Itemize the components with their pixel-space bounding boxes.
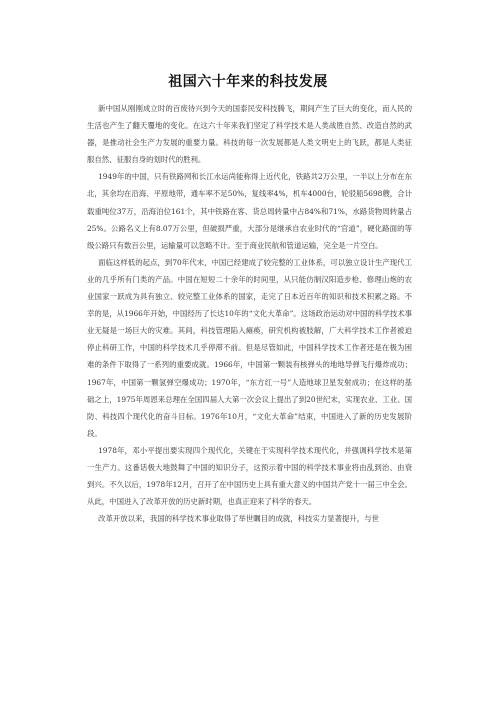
document-title: 祖国六十年来的科技发展 xyxy=(168,74,328,91)
paragraph-intro: 新中国从刚刚成立时的百废待兴到今天的国泰民安科技腾飞，期间产生了巨大的变化，而人民的生活也产生了翻天覆地的变化。在这六十年来我们坚定了科学技术是人类战胜自然、改造自然的武器，是推动社会生产力发展的重要力量。科技的每一次发展都是人类文明史上的飞跃，都是人类征服自然、征服自身的划时代的胜利。 xyxy=(87,104,412,165)
paragraph-reform: 改革开放以来，我国的科学技术事业取得了举世瞩目的成就，科技实力显著提升，与世 xyxy=(98,514,379,524)
paragraph-1978: 1978年，邓小平提出要实现四个现代化，关键在于实现科学技术现代化，并强调科学技术是第一生产力。这番话极大地鼓舞了中国的知识分子，这预示着中国的科学技术事业将由乱到治、由衰到兴。不久以后，1978年12月，召开了在中国历史上具有重大意义的中国共产党十一届三中全会。从此，中国进入了改革开放的历史新时期，也真正迎来了科学的春天。 xyxy=(87,445,412,507)
paragraph-1970s: 面临这样低的起点，到70年代末，中国已经建成了较完整的工业体系，可以独立设计生产现代工业的几乎所有门类的产品。中国在短短二十余年的时间里，从只能仿制汉阳造步枪、修理山炮的农业国家一跃成为具有独立、较完整工业体系的国家，走完了日本近百年的知识和技术积累之路。不幸的是，从1966年开始，中国经历了长达10年的“文化大革命”。这场政治运动对中国的科学技术事业无疑是一场巨大的灾难。其间，科技管理陷入瘫痪，研究机构被肢解，广大科学技术工作者被迫停止科研工作，中国的科学技术几乎停滞不前。但是尽管如此，中国科学技术工作者还是在极为困难的条件下取得了一系列的重要成就。1966年，中国第一颗装有核弹头的地地导弹飞行爆炸成功；1967年，中国第一颗氢弹空爆成功；1970年，“东方红一号”人造地球卫星发射成功；在这样的基础之上，1975年周恩来总理在全国四届人大第一次会议上提出了到20世纪末，实现农业、工业、国防、科技四个现代化的奋斗目标。1976年10月，“文化大革命”结束，中国进入了新的历史发展阶段。 xyxy=(87,257,412,438)
document-body xyxy=(87,100,412,527)
paragraph-1949: 1949年的中国，只有铁路网和长江水运尚能称得上近代化，铁路共2万公里，一半以上分布在东北，其余均在沿海、平原地带，通车率不足50%，复线率4%，机车4000台，轮驳船5698艘，合计载重吨位37万，沿海泊位161个，其中铁路在客、货总周转量中占84%和71%，水路货物周转量占25%。公路名义上有8.07万公里，但破损严重，大部分是继承自农业时代的“官道”，硬化路面的等级公路只有数百公里，运输量可以忽略不计。至于商业民航和管道运输，完全是一片空白。 xyxy=(87,172,412,250)
